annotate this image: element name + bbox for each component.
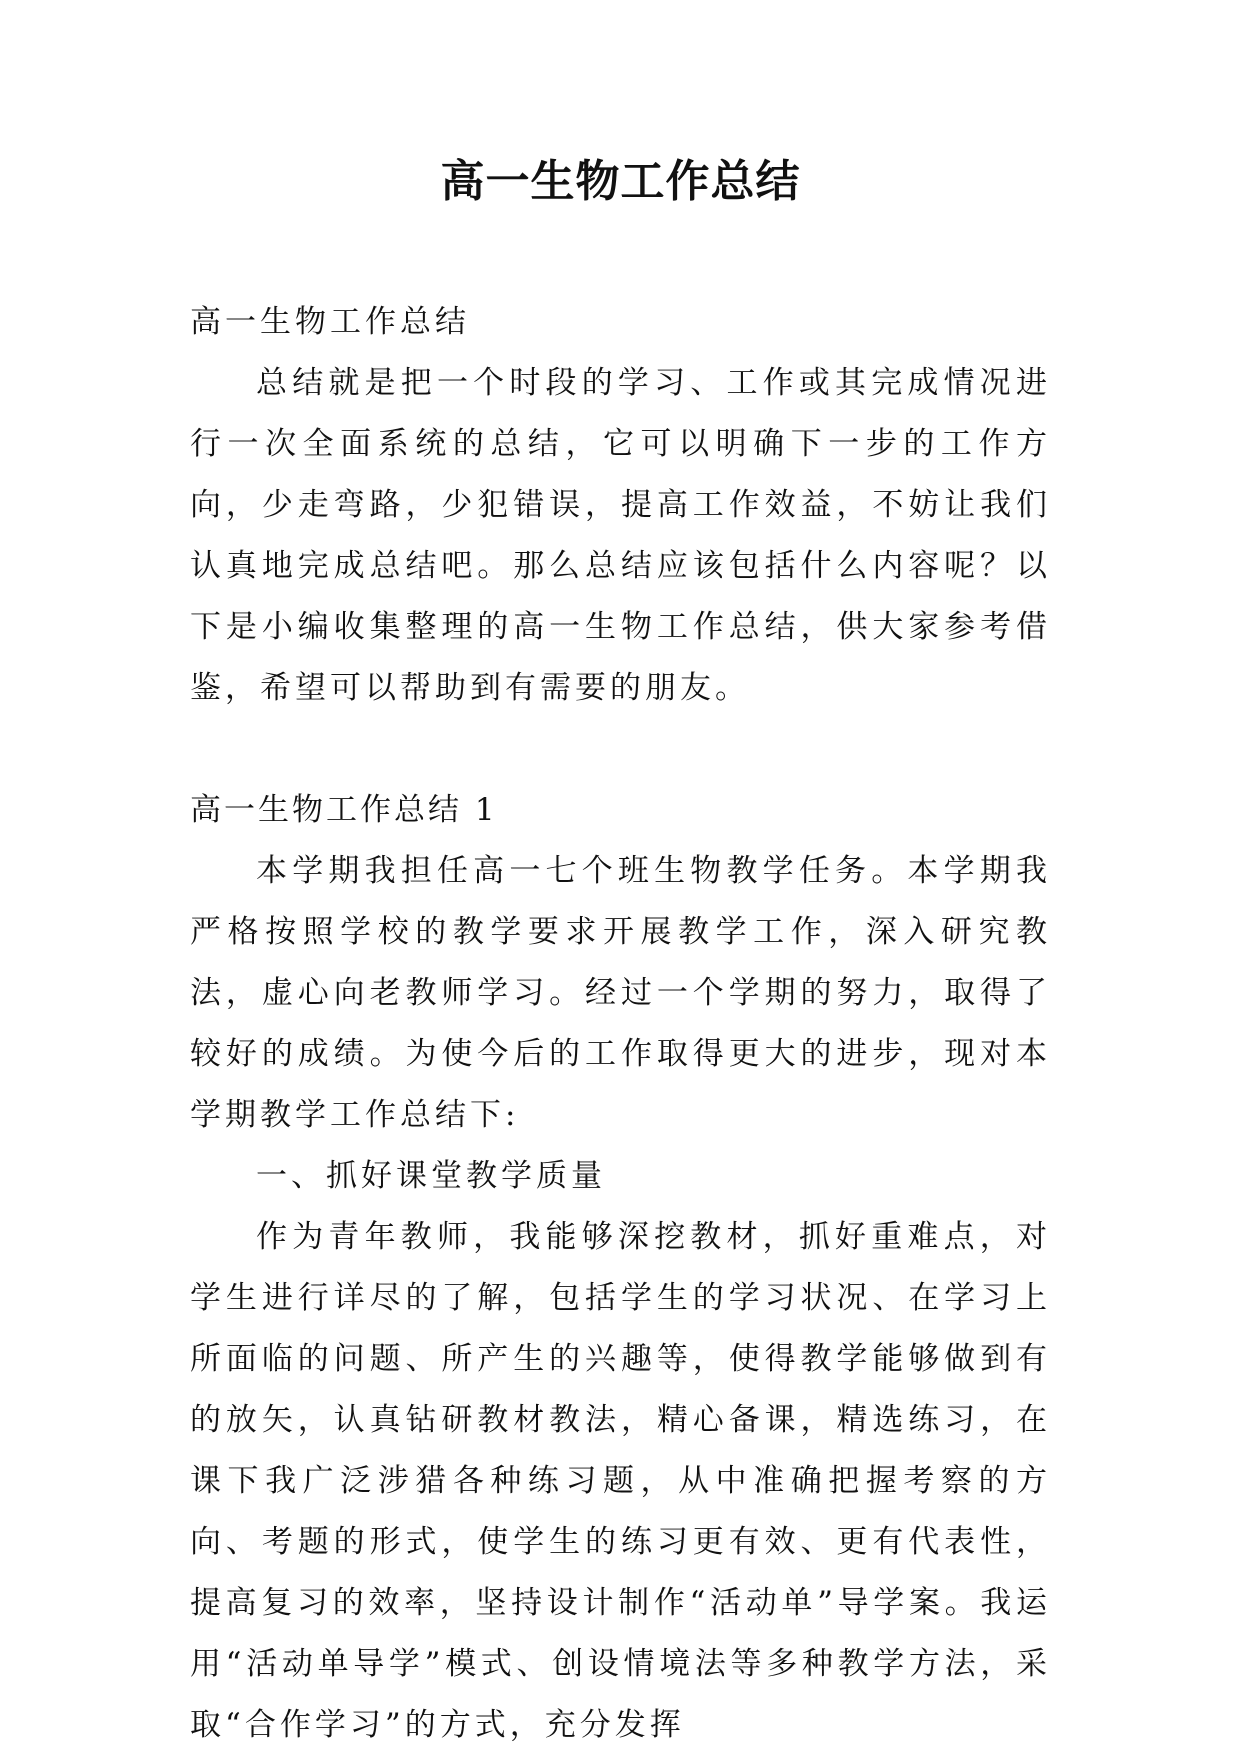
- intro-heading: 高一生物工作总结: [190, 304, 470, 340]
- document-title: 高一生物工作总结: [440, 156, 801, 207]
- intro-paragraph: 总结就是把一个时段的学习、工作或其完成情况进行一次全面系统的总结，它可以明确下一步的工作方向，少走弯路，少犯错误，提高工作效益，不妨让我们认真地完成总结吧。那么总结应该包括什么内容呢？以下是小编收集整理的高一生物工作总结，供大家参考借鉴，希望可以帮助到有需要的朋友。: [190, 365, 1051, 706]
- subheading: 一、抓好课堂教学质量: [256, 1158, 606, 1194]
- document-body: [190, 292, 1051, 1756]
- section-heading: 高一生物工作总结 1: [190, 792, 498, 828]
- body-paragraph: 作为青年教师，我能够深挖教材，抓好重难点，对学生进行详尽的了解，包括学生的学习状况、在学习上所面临的问题、所产生的兴趣等，使得教学能够做到有的放矢，认真钻研教材教法，精心备课，精选练习，在课下我广泛涉猎各种练习题，从中准确把握考察的方向、考题的形式，使学生的练习更有效、更有代表性，提高复习的效率，坚持设计制作“活动单”导学案。我运用“活动单导学”模式、创设情境法等多种教学方法，采取“合作学习”的方式，充分发挥: [190, 1219, 1051, 1743]
- paragraph-spacer: [190, 719, 1051, 780]
- body-paragraph: 本学期我担任高一七个班生物教学任务。本学期我严格按照学校的教学要求开展教学工作，深入研究教法，虚心向老教师学习。经过一个学期的努力，取得了较好的成绩。为使今后的工作取得更大的进步，现对本学期教学工作总结下:: [190, 853, 1051, 1133]
